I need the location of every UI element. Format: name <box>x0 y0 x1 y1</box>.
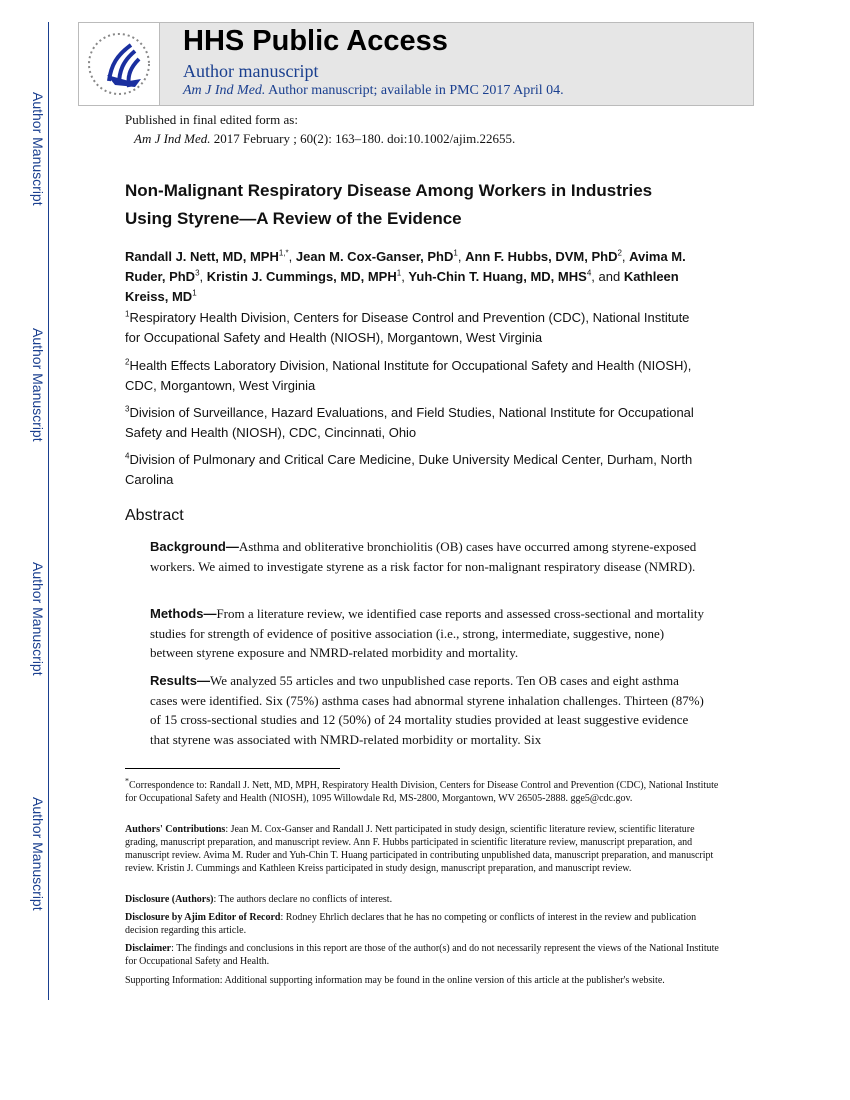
footnote-divider <box>125 768 340 769</box>
header-subtitle: Author manuscript <box>183 61 319 81</box>
hhs-header <box>78 22 754 106</box>
author-name: Kathleen Kreiss, MD <box>125 269 679 304</box>
author-name: Randall J. Nett, MD, MPH <box>125 249 279 264</box>
hhs-logo-icon <box>79 23 160 105</box>
affiliation: $^3$Division of Surveillance, Hazard Evaluations, and Field Studies, National Institute for Occupational Safety and Health (NIOSH), CDC, Cincinnati, Ohio <box>125 404 694 440</box>
author-list: Randall J. Nett, MD, $MPH^{1,*}$, Jean M. Cox-Ganser, PhD$^1$, Ann F. Hubbs, DVM, PhD$^2$, Avima M. Ruder, PhD$^3$, Kristin J. Cummings, MD, MPH$^1$, Yuh-Chin T. Huang, MD, MHS$^4$, and Kathleen Kreiss, $MD^1$ <box>125 248 686 304</box>
sidebar-label: Author Manuscript <box>30 92 46 206</box>
author-name: Ann F. Hubbs, DVM, PhD <box>465 249 618 264</box>
author-and: , and <box>591 269 621 284</box>
sidebar-label: Author Manuscript <box>30 797 46 911</box>
header-title: HHS Public Access <box>183 25 448 57</box>
author-name: Avima M. Ruder, PhD <box>125 249 686 284</box>
sidebar-label: Author Manuscript <box>30 562 46 676</box>
abstract-heading: Abstract <box>125 507 184 524</box>
footnote-supporting-info: Supporting Information: Additional supporting information may be found in the online version of this article at the publisher's website. <box>125 975 665 986</box>
header-availability: Am J Ind Med. Author manuscript; available in PMC 2017 April 04. <box>183 83 564 98</box>
abstract-results: Results—We analyzed 55 articles and two unpublished case reports. Ten OB cases and eight asthma cases were identified. Six (75%) asthma cases had abnormal styrene inhalation challenges. Thirteen (87%) of 15 cross-sectional studies and 12 (50%) of 24 mortality studies provided at least suggestive evidence that styrene was associated with NMRD-related morbidity or mortality. Six <box>150 673 704 747</box>
sidebar-label: Author Manuscript <box>30 328 46 442</box>
author-name: Yuh-Chin T. Huang, MD, MHS <box>408 269 587 284</box>
footnote-disclaimer: Disclaimer: The findings and conclusions in this report are those of the author(s) and do not necessarily represent the views of the National Institute for Occupational Safety and Health. <box>125 943 719 967</box>
footnote-correspondence: *Correspondence to: Randall J. Nett, MD, MPH, Respiratory Health Division, Centers for Disease Control and Prevention (CDC), National Institute for Occupational Safety and Health (NIOSH), 1095 Willowdale Rd, MS-2800, Morgantown, WV 26505-2888. gge5@cdc.gov. <box>125 776 719 804</box>
published-info: Published in final edited form as: Am J Ind Med. 2017 February ; 60(2): 163–180. doi:10.1002/ajim.22655. <box>125 112 516 146</box>
footnote-disclosure-editor: Disclosure by Ajim Editor of Record: Rodney Ehrlich declares that he has no competing or conflicts of interest in the review and publication decision regarding this article. <box>125 912 697 936</box>
footnote-disclosure-authors: Disclosure (Authors): The authors declare no conflicts of interest. <box>125 894 393 905</box>
abstract-methods: Methods—From a literature review, we identified case reports and assessed cross-sectional and mortality studies for strength of evidence of positive association (i.e., strong, intermediate, suggestive, none) between styrene exposure and NMRD-related morbidity and mortality. <box>150 606 705 660</box>
affiliation: $^4$Division of Pulmonary and Critical Care Medicine, Duke University Medical Center, Durham, North Carolina <box>125 451 693 487</box>
article-title: Non-Malignant Respiratory Disease Among Workers in Industries Using Styrene—A Review of the Evidence <box>125 181 653 228</box>
author-affiliation-mark: 1 <box>396 268 402 278</box>
abstract-background: Background—Asthma and obliterative bronchiolitis (OB) cases have occurred among styrene-exposed workers. We aimed to investigate styrene as a risk factor for non-malignant respiratory disease (NMRD). <box>150 539 697 574</box>
sidebar-divider <box>48 22 49 1000</box>
author-name: Jean M. Cox-Ganser, PhD <box>295 249 454 264</box>
affiliation: $^2$Health Effects Laboratory Division, National Institute for Occupational Safety and Health (NIOSH), CDC, Morgantown, West Virginia <box>125 357 692 393</box>
author-name: Kristin J. Cummings, MD, MPH <box>206 269 397 284</box>
footnote-contributions: Authors' Contributions: Jean M. Cox-Ganser and Randall J. Nett participated in study design, scientific literature review, scientific literature grading, manuscript preparation, and manuscript review. Ann F. Hubbs participated in scientific literature review, manuscript preparation, and manuscript review. Avima M. Ruder and Yuh-Chin T. Huang participated in contributing unpublished data, manuscript preparation, and manuscript review. Kristin J. Cummings and Kathleen Kreiss participated in study design, manuscript preparation, and manuscript review. <box>125 824 714 874</box>
author-affiliation-mark: 1 <box>453 248 458 258</box>
author-affiliation-mark: 2 <box>617 248 622 258</box>
author-affiliation-mark: 1,* <box>278 248 289 258</box>
author-affiliation-mark: 1 <box>192 288 197 298</box>
author-affiliation-mark: 4 <box>586 268 592 278</box>
author-affiliation-mark: 3 <box>195 268 200 278</box>
affiliation: $^1$Respiratory Health Division, Centers for Disease Control and Prevention (CDC), National Institute for Occupational Safety and Health (NIOSH), Morgantown, West Virginia <box>125 309 690 345</box>
